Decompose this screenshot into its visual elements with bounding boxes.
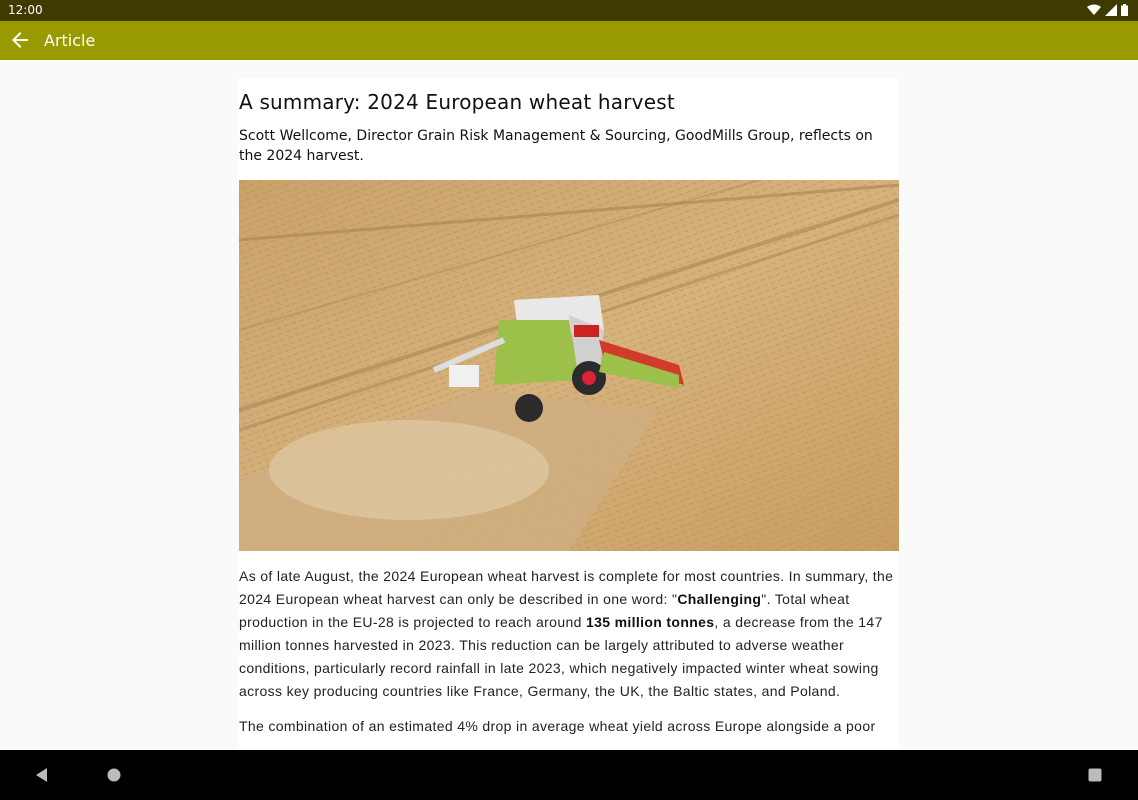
article-paragraph-1	[239, 565, 899, 703]
article-paragraph-2: The combination of an estimated 4% drop in average wheat yield across Europe alongside a poor	[239, 718, 876, 734]
status-icons	[1087, 4, 1128, 16]
paragraph-1-text-b: ". Total wheat production in the EU-28 is projected to reach around	[239, 591, 850, 630]
combine-harvester-field-image	[239, 180, 899, 551]
paragraph-1-text-c: , a decrease from the 147 million tonnes harvested in 2023. This reduction can be largely attributed to adverse weather conditions, particularly record rainfall in late 2023, which negatively impacted winter wheat sowing across key producing countries like France, Germany, the UK, the Baltic states, and Poland.	[239, 614, 883, 699]
article-scroll-view[interactable]	[0, 60, 1138, 750]
arrow-back-icon[interactable]	[8, 28, 32, 52]
article-byline: Scott Wellcome, Director Grain Risk Management & Sourcing, GoodMills Group, reflects on the 2024 harvest.	[239, 128, 873, 164]
battery-icon	[1121, 4, 1128, 16]
status-bar	[0, 0, 1138, 21]
status-time: 12:00	[8, 3, 43, 17]
article-body	[239, 565, 899, 738]
article-hero-image	[239, 180, 899, 551]
paragraph-1-bold-challenging: Challenging	[677, 591, 762, 607]
article-card	[239, 78, 899, 750]
wifi-icon	[1087, 4, 1101, 16]
nav-back-icon[interactable]	[33, 766, 51, 784]
nav-recents-icon[interactable]	[1086, 766, 1104, 784]
paragraph-1-text-a: As of late August, the 2024 European wheat harvest is complete for most countries. In summary, the 2024 European wheat harvest can only be described in one word: "	[239, 568, 894, 607]
article-title: A summary: 2024 European wheat harvest	[239, 90, 675, 114]
app-bar-title: Article	[44, 31, 96, 50]
signal-icon	[1105, 4, 1117, 16]
nav-home-icon[interactable]	[105, 766, 123, 784]
system-nav-bar	[0, 750, 1138, 800]
app-bar	[0, 21, 1138, 60]
paragraph-1-bold-tonnes: 135 million tonnes	[585, 614, 715, 630]
